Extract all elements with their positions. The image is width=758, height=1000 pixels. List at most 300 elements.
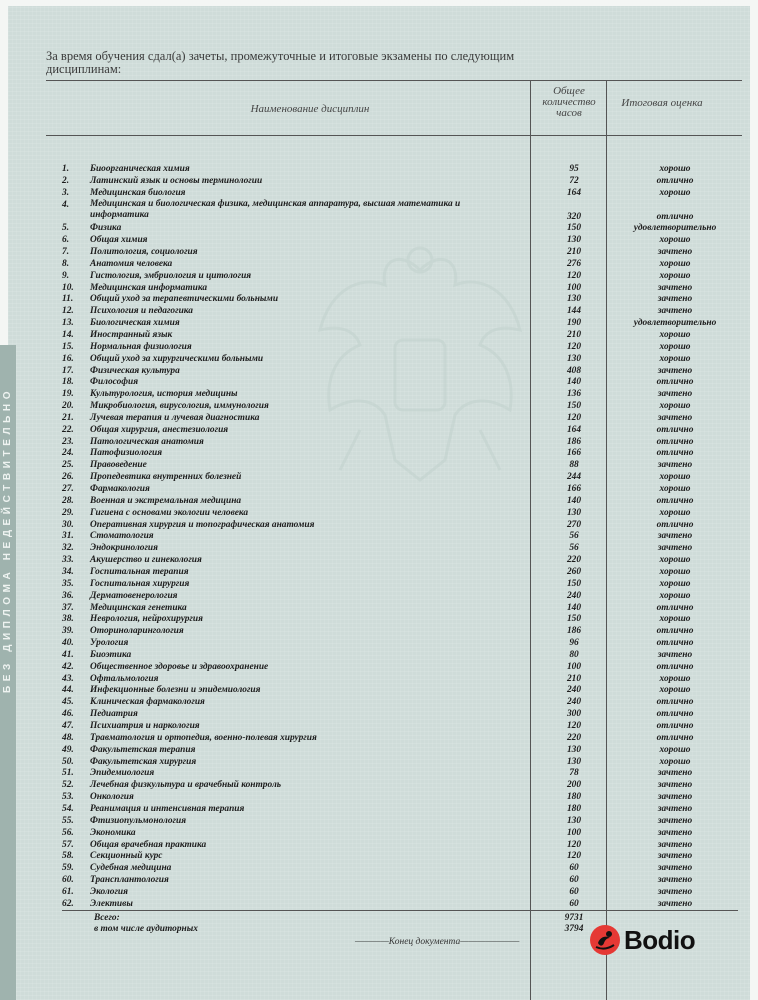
hours-value: 72 bbox=[569, 175, 579, 186]
grade-value: хорошо bbox=[659, 270, 691, 281]
row-number: 2. bbox=[62, 175, 70, 186]
row-number: 5. bbox=[62, 223, 70, 234]
table-row bbox=[0, 578, 758, 590]
table-row bbox=[0, 791, 758, 803]
discipline-name: Медицинская и биологическая физика, медицинская аппаратура, высшая математика и информатика bbox=[90, 198, 461, 220]
hours-value: 136 bbox=[566, 389, 582, 400]
table-row bbox=[0, 613, 758, 625]
row-number: 21. bbox=[62, 412, 74, 423]
discipline-name: Патофизиология bbox=[90, 448, 163, 459]
row-number: 37. bbox=[62, 602, 74, 613]
grade-value: зачтено bbox=[657, 294, 693, 305]
hours-value: 130 bbox=[566, 507, 582, 518]
hours-value: 80 bbox=[569, 649, 579, 660]
discipline-name: Общий уход за терапевтическими больными bbox=[90, 294, 279, 305]
discipline-name: Фармакология bbox=[90, 484, 150, 494]
grade-value: зачтено bbox=[657, 531, 693, 542]
table-row bbox=[0, 767, 758, 779]
grade-value: зачтено bbox=[657, 815, 693, 826]
table-row bbox=[0, 850, 758, 862]
row-number: 52. bbox=[62, 780, 74, 791]
row-number: 22. bbox=[62, 424, 74, 435]
hours-value: 120 bbox=[566, 839, 582, 850]
grade-value: зачтено bbox=[657, 768, 693, 779]
hours-value: 150 bbox=[566, 578, 582, 589]
discipline-name: Биологическая химия bbox=[90, 318, 180, 329]
discipline-name: Правоведение bbox=[90, 460, 147, 471]
table-row bbox=[0, 365, 758, 377]
table-header-bottom-border bbox=[46, 135, 742, 136]
hours-value: 260 bbox=[566, 566, 582, 577]
hours-value: 180 bbox=[566, 792, 582, 803]
grade-value: хорошо bbox=[659, 614, 691, 625]
grade-value: хорошо bbox=[659, 484, 691, 494]
grade-value: хорошо bbox=[659, 566, 691, 577]
hours-value: 120 bbox=[566, 412, 582, 423]
row-number: 32. bbox=[62, 543, 74, 554]
hours-value: 60 bbox=[569, 886, 579, 897]
hours-value: 166 bbox=[566, 448, 582, 459]
end-dash-right: ——————— bbox=[460, 937, 520, 947]
intro-text: За время обучения сдал(а) зачеты, промежуточные и итоговые экзамены по следующим дисциплинам: bbox=[46, 49, 515, 76]
grade-value: отлично bbox=[656, 661, 694, 672]
row-number: 48. bbox=[62, 732, 74, 743]
discipline-name: Элективы bbox=[90, 898, 133, 909]
hours-value: 140 bbox=[566, 377, 582, 388]
grade-value: отлично bbox=[656, 519, 694, 530]
row-number: 20. bbox=[62, 401, 74, 411]
discipline-name: Экология bbox=[90, 886, 128, 897]
row-number: 6. bbox=[62, 235, 70, 246]
brand-name: Bodio bbox=[624, 924, 696, 955]
row-number: 16. bbox=[62, 353, 74, 364]
table-row bbox=[0, 720, 758, 732]
discipline-name: Секционный курс bbox=[90, 851, 163, 862]
hours-value: 130 bbox=[566, 744, 582, 755]
grade-value: удовлетворительно bbox=[633, 223, 717, 234]
grade-value: зачтено bbox=[657, 649, 693, 660]
table-row bbox=[0, 874, 758, 886]
table-row bbox=[0, 803, 758, 815]
discipline-name: Госпитальная терапия bbox=[90, 566, 189, 577]
grade-value: зачтено bbox=[657, 780, 693, 791]
grade-value: зачтено bbox=[657, 460, 693, 471]
row-number: 60. bbox=[62, 875, 74, 885]
hours-value: 244 bbox=[566, 472, 582, 483]
hours-value: 120 bbox=[566, 341, 582, 352]
hours-value: 190 bbox=[566, 318, 582, 329]
discipline-name: Реанимация и интенсивная терапия bbox=[90, 803, 245, 814]
table-row bbox=[0, 554, 758, 566]
row-number: 46. bbox=[62, 709, 74, 720]
hours-value: 60 bbox=[569, 863, 579, 874]
hours-value: 130 bbox=[566, 756, 582, 767]
hours-value: 120 bbox=[566, 851, 582, 862]
row-number: 58. bbox=[62, 851, 74, 862]
hours-value: 100 bbox=[566, 282, 582, 293]
row-number: 53. bbox=[62, 792, 74, 803]
hours-value: 220 bbox=[566, 732, 582, 743]
hours-value: 200 bbox=[566, 780, 582, 791]
table-top-border bbox=[46, 80, 742, 81]
discipline-name: Педиатрия bbox=[90, 709, 138, 720]
hours-value: 210 bbox=[566, 329, 582, 340]
row-number: 35. bbox=[62, 578, 74, 589]
row-number: 24. bbox=[62, 448, 74, 459]
row-number: 49. bbox=[62, 744, 74, 755]
table-row bbox=[0, 388, 758, 400]
hours-value: 140 bbox=[566, 495, 582, 506]
discipline-name: Офтальмология bbox=[90, 673, 159, 684]
row-number: 3. bbox=[62, 187, 70, 198]
row-number: 39. bbox=[62, 626, 74, 637]
header-hours-col: Общее количество часов bbox=[542, 85, 596, 119]
grade-value: хорошо bbox=[659, 590, 691, 601]
row-number: 40. bbox=[62, 638, 74, 648]
grade-value: хорошо bbox=[659, 673, 691, 684]
row-number: 57. bbox=[62, 839, 74, 850]
discipline-name: Экономика bbox=[90, 827, 136, 838]
hours-value: 130 bbox=[566, 235, 582, 246]
discipline-name: Биоорганическая химия bbox=[90, 164, 190, 174]
table-row bbox=[0, 329, 758, 341]
hours-value: 240 bbox=[566, 590, 582, 601]
hours-value: 180 bbox=[566, 803, 582, 814]
total-label: Всего: bbox=[94, 913, 120, 923]
discipline-name: Нормальная физиология bbox=[90, 341, 192, 352]
row-number: 51. bbox=[62, 768, 74, 779]
discipline-name: Медицинская информатика bbox=[90, 282, 208, 293]
grade-value: хорошо bbox=[659, 187, 691, 198]
grade-value: удовлетворительно bbox=[633, 318, 717, 329]
table-row bbox=[0, 815, 758, 827]
hours-value: 276 bbox=[566, 258, 582, 269]
table-row bbox=[0, 447, 758, 459]
row-number: 9. bbox=[62, 270, 70, 281]
discipline-name: Культурология, история медицины bbox=[90, 389, 238, 400]
table-row bbox=[0, 542, 758, 554]
grade-value: хорошо bbox=[659, 756, 691, 767]
row-number: 42. bbox=[62, 661, 74, 672]
table-row bbox=[0, 199, 758, 223]
hours-value: 60 bbox=[569, 898, 579, 909]
hours-value: 100 bbox=[566, 661, 582, 672]
hours-value: 186 bbox=[566, 626, 582, 637]
grade-value: хорошо bbox=[659, 329, 691, 340]
grade-value: зачтено bbox=[657, 886, 693, 897]
discipline-name: Микробиология, вирусология, иммунология bbox=[90, 401, 269, 411]
hours-value: 96 bbox=[569, 638, 579, 648]
grade-value: зачтено bbox=[657, 365, 693, 376]
hours-value: 130 bbox=[566, 294, 582, 305]
table-row bbox=[0, 412, 758, 424]
row-number: 36. bbox=[62, 590, 74, 601]
grade-value: зачтено bbox=[657, 282, 693, 293]
grade-value: отлично bbox=[656, 211, 694, 222]
discipline-name: Латинский язык и основы терминологии bbox=[90, 175, 263, 186]
discipline-name: Акушерство и гинекология bbox=[90, 555, 202, 566]
grade-value: хорошо bbox=[659, 341, 691, 352]
table-row bbox=[0, 222, 758, 234]
hours-value: 408 bbox=[566, 365, 582, 376]
grade-value: зачтено bbox=[657, 863, 693, 874]
row-number: 17. bbox=[62, 365, 74, 376]
discipline-name: Лучевая терапия и лучевая диагностика bbox=[90, 412, 260, 423]
row-number: 55. bbox=[62, 815, 74, 826]
table-row bbox=[0, 862, 758, 874]
row-number: 54. bbox=[62, 803, 74, 814]
grade-value: хорошо bbox=[659, 744, 691, 755]
hours-value: 88 bbox=[569, 460, 579, 471]
grade-value: зачтено bbox=[657, 803, 693, 814]
hours-value: 56 bbox=[569, 531, 579, 542]
discipline-name: Инфекционные болезни и эпидемиология bbox=[90, 685, 261, 696]
discipline-name: Общий уход за хирургическими больными bbox=[90, 353, 264, 364]
discipline-name: Урология bbox=[90, 638, 129, 648]
table-row bbox=[0, 530, 758, 542]
grade-value: отлично bbox=[656, 626, 694, 637]
row-number: 12. bbox=[62, 306, 74, 317]
end-of-document bbox=[355, 937, 519, 947]
grade-value: зачтено bbox=[657, 875, 693, 885]
grade-value: отлично bbox=[656, 495, 694, 506]
row-number: 61. bbox=[62, 886, 74, 897]
row-number: 26. bbox=[62, 472, 74, 483]
hours-value: 120 bbox=[566, 270, 582, 281]
discipline-name: Трансплантология bbox=[90, 875, 169, 885]
discipline-name: Медицинская генетика bbox=[90, 602, 187, 613]
discipline-name: Факультетская хирургия bbox=[90, 756, 197, 767]
discipline-name: Иностранный язык bbox=[90, 329, 173, 340]
grade-value: хорошо bbox=[659, 685, 691, 696]
table-row bbox=[0, 839, 758, 851]
grade-value: отлично bbox=[656, 436, 694, 447]
table-row bbox=[0, 234, 758, 246]
table-row bbox=[0, 732, 758, 744]
grade-value: хорошо bbox=[659, 235, 691, 246]
table-row bbox=[0, 684, 758, 696]
hours-value: 240 bbox=[566, 697, 582, 708]
discipline-name: Общественное здоровье и здравоохранение bbox=[90, 661, 269, 672]
table-row bbox=[0, 400, 758, 412]
grade-value: зачтено bbox=[657, 543, 693, 554]
grade-value: отлично bbox=[656, 602, 694, 613]
grade-value: хорошо bbox=[659, 578, 691, 589]
grade-value: хорошо bbox=[659, 555, 691, 566]
row-number: 15. bbox=[62, 341, 74, 352]
row-number: 23. bbox=[62, 436, 74, 447]
grade-value: отлично bbox=[656, 732, 694, 743]
grade-value: зачтено bbox=[657, 306, 693, 317]
grade-value: зачтено bbox=[657, 246, 693, 257]
grade-value: отлично bbox=[656, 638, 694, 648]
discipline-name: Оперативная хирургия и топографическая анатомия bbox=[90, 519, 315, 530]
hours-value: 270 bbox=[566, 519, 582, 530]
table-row bbox=[0, 673, 758, 685]
hours-value: 320 bbox=[566, 211, 582, 222]
row-number: 31. bbox=[62, 531, 74, 542]
table-row bbox=[0, 649, 758, 661]
row-number: 56. bbox=[62, 827, 74, 838]
table-row bbox=[0, 270, 758, 282]
discipline-name: Военная и экстремальная медицина bbox=[90, 495, 242, 506]
header-name-col: Наименование дисциплин bbox=[250, 103, 370, 115]
auditory-hours: 3794 bbox=[564, 924, 584, 934]
row-number: 19. bbox=[62, 389, 74, 400]
brand-watermark bbox=[590, 924, 695, 956]
table-row bbox=[0, 471, 758, 483]
hours-value: 150 bbox=[566, 223, 582, 234]
grade-value: отлично bbox=[656, 448, 694, 459]
grade-value: зачтено bbox=[657, 898, 693, 909]
table-row bbox=[0, 305, 758, 317]
grade-value: хорошо bbox=[659, 472, 691, 483]
row-number: 27. bbox=[62, 484, 74, 494]
discipline-name: Оториноларингология bbox=[90, 626, 184, 637]
grade-value: зачтено bbox=[657, 389, 693, 400]
discipline-name: Политология, социология bbox=[90, 246, 198, 257]
end-dash-left: ———— bbox=[355, 937, 389, 947]
discipline-name: Психология и педагогика bbox=[90, 306, 193, 317]
grade-value: отлично bbox=[656, 377, 694, 388]
total-hours: 9731 bbox=[564, 913, 584, 923]
row-number: 30. bbox=[62, 519, 74, 530]
row-number: 59. bbox=[62, 863, 74, 874]
hours-value: 164 bbox=[566, 187, 582, 198]
discipline-name: Эндокринология bbox=[90, 543, 158, 554]
hours-value: 100 bbox=[566, 827, 582, 838]
discipline-name: Пропедевтика внутренних болезней bbox=[90, 472, 242, 483]
grade-value: зачтено bbox=[657, 851, 693, 862]
discipline-name: Фтизиопульмонология bbox=[90, 815, 187, 826]
table-row bbox=[0, 661, 758, 673]
discipline-name: Общая врачебная практика bbox=[90, 839, 207, 850]
row-number: 1. bbox=[62, 164, 70, 174]
discipline-name: Лечебная физкультура и врачебный контроль bbox=[90, 780, 282, 791]
row-number: 29. bbox=[62, 507, 74, 518]
hours-value: 210 bbox=[566, 673, 582, 684]
grade-value: зачтено bbox=[657, 827, 693, 838]
hours-value: 166 bbox=[566, 484, 582, 494]
discipline-name: Госпитальная хирургия bbox=[90, 578, 190, 589]
grade-value: отлично bbox=[656, 721, 694, 731]
table-row bbox=[0, 886, 758, 898]
hours-value: 140 bbox=[566, 602, 582, 613]
hours-value: 150 bbox=[566, 614, 582, 625]
table-row bbox=[0, 424, 758, 436]
hours-value: 164 bbox=[566, 424, 582, 435]
side-warning-text: БЕЗ ДИПЛОМА НЕДЕЙСТВИТЕЛЬНО bbox=[2, 386, 13, 694]
row-number: 13. bbox=[62, 318, 74, 329]
table-row bbox=[0, 483, 758, 495]
row-number: 34. bbox=[62, 566, 74, 577]
row-number: 43. bbox=[62, 673, 74, 684]
discipline-name: Клиническая фармакология bbox=[90, 697, 205, 708]
row-number: 10. bbox=[62, 282, 74, 293]
discipline-name: Физическая культура bbox=[90, 365, 180, 376]
discipline-name: Стоматология bbox=[90, 531, 154, 542]
grade-value: хорошо bbox=[659, 353, 691, 364]
table-row bbox=[0, 744, 758, 756]
grade-value: отлично bbox=[656, 709, 694, 720]
hours-value: 220 bbox=[566, 555, 582, 566]
hours-value: 130 bbox=[566, 815, 582, 826]
table-row bbox=[0, 602, 758, 614]
discipline-name: Дерматовенерология bbox=[90, 590, 178, 601]
grade-value: зачтено bbox=[657, 839, 693, 850]
hours-value: 150 bbox=[566, 401, 582, 411]
table-row bbox=[0, 827, 758, 839]
table-row bbox=[0, 317, 758, 329]
hours-value: 210 bbox=[566, 246, 582, 257]
table-row bbox=[0, 246, 758, 258]
table-row bbox=[0, 507, 758, 519]
grade-value: зачтено bbox=[657, 792, 693, 803]
discipline-name: Патологическая анатомия bbox=[90, 436, 204, 447]
row-number: 41. bbox=[62, 649, 74, 660]
auditory-label: в том числе аудиторных bbox=[94, 924, 198, 934]
table-row bbox=[0, 495, 758, 507]
table-row bbox=[0, 590, 758, 602]
grade-value: хорошо bbox=[659, 507, 691, 518]
row-number: 33. bbox=[62, 555, 74, 566]
discipline-name: Биоэтика bbox=[90, 649, 132, 660]
table-row bbox=[0, 353, 758, 365]
row-number: 25. bbox=[62, 460, 74, 471]
row-number: 38. bbox=[62, 614, 74, 625]
table-row bbox=[0, 566, 758, 578]
table-row bbox=[0, 779, 758, 791]
table-row bbox=[0, 282, 758, 294]
hours-value: 120 bbox=[566, 721, 582, 731]
table-row bbox=[0, 625, 758, 637]
row-number: 4. bbox=[62, 199, 70, 210]
grade-value: отлично bbox=[656, 697, 694, 708]
table-row bbox=[0, 341, 758, 353]
header-grade-col: Итоговая оценка bbox=[621, 97, 703, 109]
table-row bbox=[0, 376, 758, 388]
row-number: 44. bbox=[62, 685, 74, 696]
table-row bbox=[0, 696, 758, 708]
grade-value: отлично bbox=[656, 424, 694, 435]
discipline-name: Онкология bbox=[90, 792, 134, 803]
hours-value: 240 bbox=[566, 685, 582, 696]
row-number: 45. bbox=[62, 697, 74, 708]
hours-value: 300 bbox=[566, 709, 582, 720]
row-number: 62. bbox=[62, 898, 74, 909]
totals-top-border bbox=[62, 910, 738, 911]
discipline-name: Гистология, эмбриология и цитология bbox=[90, 270, 252, 281]
hours-value: 78 bbox=[569, 768, 579, 779]
grade-value: хорошо bbox=[659, 164, 691, 174]
row-number: 14. bbox=[62, 329, 74, 340]
table-row bbox=[0, 519, 758, 531]
hours-value: 144 bbox=[566, 306, 582, 317]
row-number: 11. bbox=[62, 294, 74, 305]
table-row bbox=[0, 637, 758, 649]
grade-value: отлично bbox=[656, 175, 694, 186]
table-row bbox=[0, 187, 758, 199]
grade-value: хорошо bbox=[659, 258, 691, 269]
discipline-name: Факультетская терапия bbox=[90, 744, 196, 755]
discipline-name: Травматология и ортопедия, военно-полевая хирургия bbox=[90, 732, 317, 743]
discipline-name: Физика bbox=[90, 223, 122, 234]
discipline-name: Эпидемиология bbox=[90, 768, 155, 779]
brand-logo-icon bbox=[590, 925, 620, 955]
row-number: 50. bbox=[62, 756, 74, 767]
table-row bbox=[0, 459, 758, 471]
end-label: Конец документа bbox=[388, 937, 461, 947]
